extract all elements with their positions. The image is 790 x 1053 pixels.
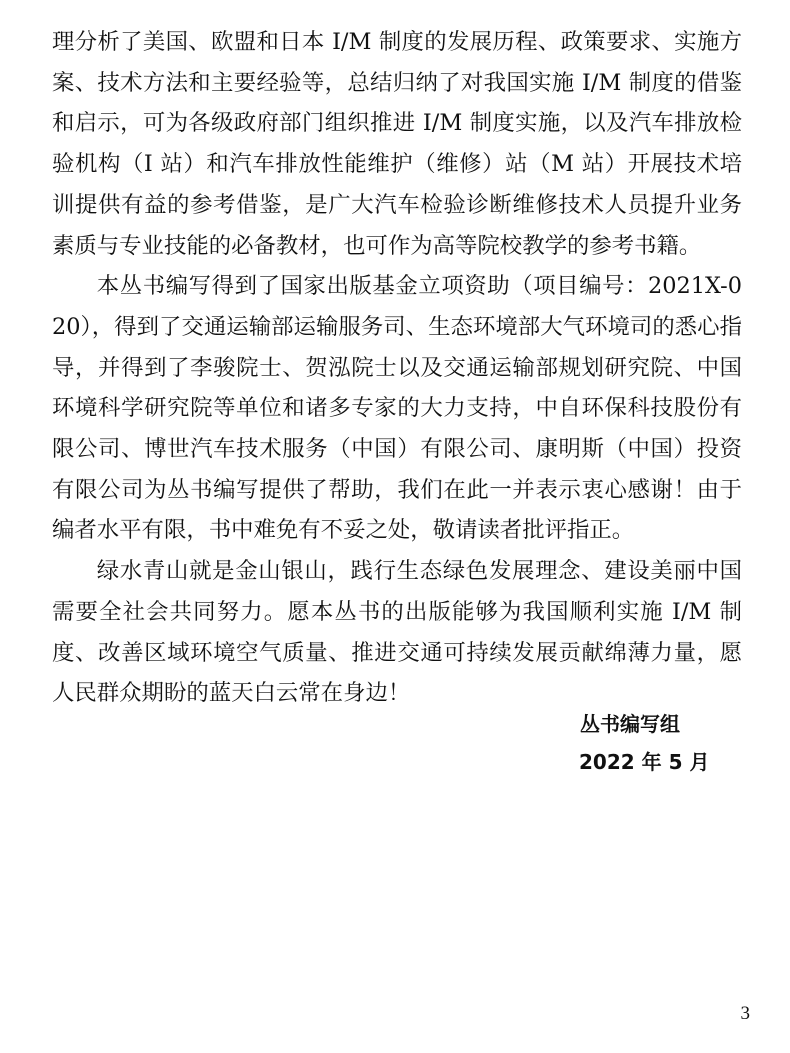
signature-date: 2022 年 5 月 [579,750,710,774]
paragraph-closing: 绿水青山就是金山银山，践行生态绿色发展理念、建设美丽中国需要全社会共同努力。愿本丛书的出版能够为我国顺利实施 I/M 制度、改善区域环境空气质量、推进交通可持续发展贡献绵薄力量，愿人民群众期盼的蓝天白云常在身边！ [52,558,742,707]
signature-author: 丛书编写组 [580,712,680,736]
paragraph-acknowledgements: 本丛书编写得到了国家出版基金立项资助（项目编号：2021X-020），得到了交通运输部运输服务司、生态环境部大气环境司的悉心指导，并得到了李骏院士、贺泓院士以及交通运输部规划研究院、中国环境科学研究院等单位和诸多专家的大力支持，中自环保科技股份有限公司、博世汽车技术服务（中国）有限公司、康明斯（中国）投资有限公司为丛书编写提供了帮助，我们在此一并表示衷心感谢！由于编者水平有限，书中难免有不妥之处，敬请读者批评指正。 [52,273,742,544]
page-number: 3 [740,1003,750,1024]
document-body [52,22,742,714]
paragraph-continuation: 理分析了美国、欧盟和日本 I/M 制度的发展历程、政策要求、实施方案、技术方法和主要经验等，总结归纳了对我国实施 I/M 制度的借鉴和启示，可为各级政府部门组织推进 I/M 制度实施，以及汽车排放检验机构（I 站）和汽车排放性能维护（维修）站（M 站）开展技术培训提供有益的参考借鉴，是广大汽车检验诊断维修技术人员提升业务素质与专业技能的必备教材，也可作为高等院校教学的参考书籍。 [52,29,742,259]
signature-block [580,705,709,781]
